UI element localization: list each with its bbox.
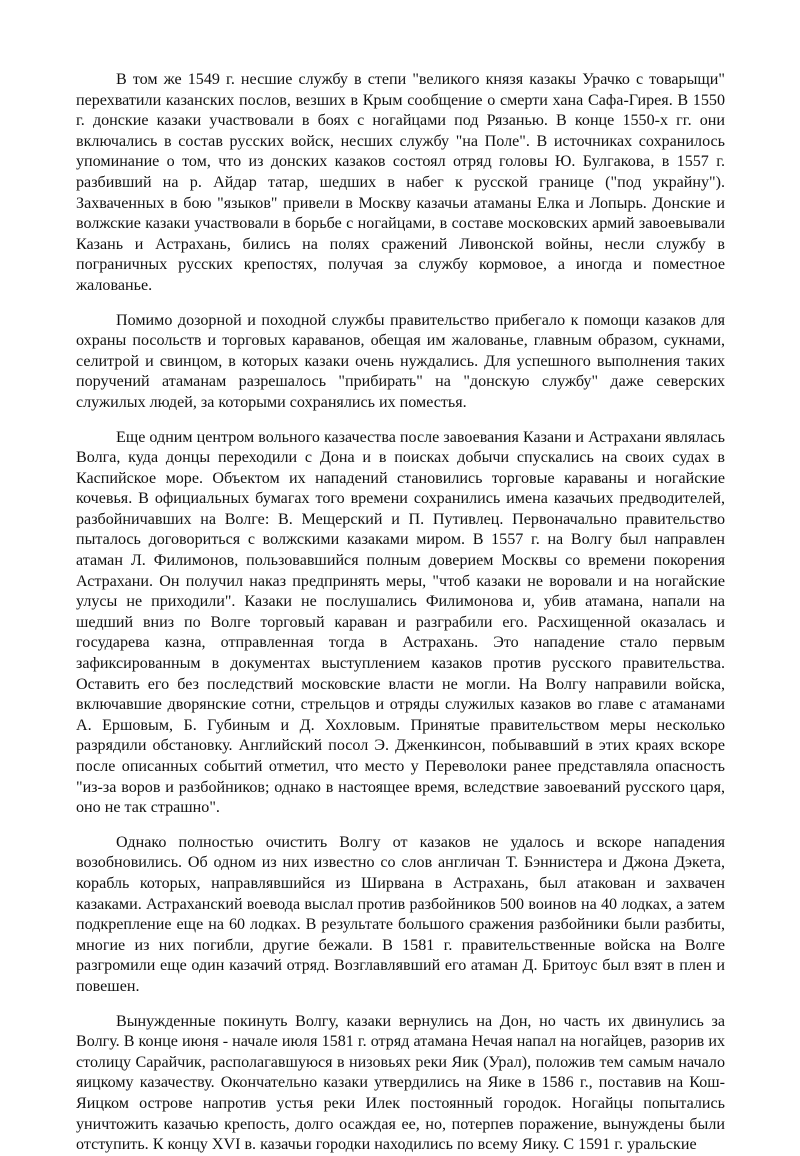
paragraph-5: Вынужденные покинуть Волгу, казаки вернулись на Дон, но часть их двинулись за Волгу. В конце июня - начале июля 1581 г. отряд атамана Нечая напал на ногайцев, разорив их столицу Сарайчик, располагавшуюся в низовьях реки Яик (Урал), положив тем самым начало яицкому казачеству. Окончательно казаки утвердились на Яике в 1586 г., поставив на Кош-Яицком острове напротив устья реки Илек постоянный городок. Ногайцы попытались уничтожить казачью крепость, долго осаждая ее, но, потерпев поражение, вынуждены были отступить. К концу XVI в. казачьи городки находились по всему Яику. С 1591 г. уральские	[76, 1012, 725, 1154]
paragraph-1: В том же 1549 г. несшие службу в степи "великого князя казакы Урачко с товарыщи" перехватили казанских послов, везших в Крым сообщение о смерти хана Сафа-Гирея. В 1550 г. донские казаки участвовали в боях с ногайцами под Рязанью. В конце 1550-х гг. они включались в состав русских войск, несших службу "на Поле". В источниках сохранилось упоминание о том, что из донских казаков состоял отряд головы Ю. Булгакова, в 1557 г. разбивший на р. Айдар татар, шедших в набег к русской границе ("под украйну"). Захваченных в бою "языков" привели в Москву казачьи атаманы Елка и Лопырь. Донские и волжские казаки участвовали в борьбе с ногайцами, в составе московских армий завоевывали Казань и Астрахань, бились на полях сражений Ливонской войны, несли службу в пограничных русских крепостях, получая за службу кормовое, а иногда и поместное жалованье.	[76, 71, 725, 294]
paragraph-4: Однако полностью очистить Волгу от казаков не удалось и вскоре нападения возобновились. Об одном из них известно со слов англичан Т. Бэннистера и Джона Дэкета, корабль которых, направлявшийся из Ширвана в Астрахань, был атакован и захвачен казаками. Астраханский воевода выслал против разбойников 500 воинов на 40 лодках, а затем подкрепление еще на 60 лодках. В результате большого сражения разбойники были разбиты, многие из них погибли, другие бежали. В 1581 г. правительственные войска на Волге разгромили еще один казачий отряд. Возглавлявший его атаман Д. Бритоус был взят в плен и повешен.	[76, 833, 725, 995]
paragraph-3: Еще одним центром вольного казачества после завоевания Казани и Астрахани являлась Волга, куда донцы переходили с Дона и в поисках добычи спускались на своих судах в Каспийское море. Объектом их нападений становились торговые караваны и ногайские кочевья. В официальных бумагах того времени сохранились имена казачьих предводителей, разбойничавших на Волге: В. Мещерский и П. Путивлец. Первоначально правительство пыталось договориться с волжскими казаками миром. В 1557 г. на Волгу был направлен атаман Л. Филимонов, пользовавшийся полным доверием Москвы со времени покорения Астрахани. Он получил наказ предпринять меры, "чтоб казаки не воровали и на ногайские улусы не приходили". Казаки не послушались Филимонова и, убив атамана, напали на шедший вниз по Волге торговый караван и разграбили его. Расхищенной оказалась и государева казна, отправленная тогда в Астрахань. Это нападение стало первым зафиксированным в документах выступлением казаков против русского правительства. Оставить его без последствий московские власти не могли. На Волгу направили войска, включавшие дворянские сотни, стрельцов и отряды служилых казаков во главе с атаманами А. Ершовым, Б. Губиным и Д. Хохловым. Принятые правительством меры несколько разрядили обстановку. Английский посол Э. Дженкинсон, побывавший в этих краях вскоре после описанных событий отметил, что место у Переволоки ранее представляла опасность "из-за воров и разбойников; однако в настоящее время, вследствие завоеваний русского царя, оно не так страшно".	[76, 428, 725, 817]
paragraph-2: Помимо дозорной и походной службы правительство прибегало к помощи казаков для охраны посольств и торговых караванов, обещая им жалованье, главным образом, сукнами, селитрой и свинцом, в которых казаки очень нуждались. Для успешного выполнения таких поручений атаманам разрешалось "прибирать" на "донскую службу" даже северских служилых людей, за которыми сохранялись их поместья.	[76, 311, 725, 411]
